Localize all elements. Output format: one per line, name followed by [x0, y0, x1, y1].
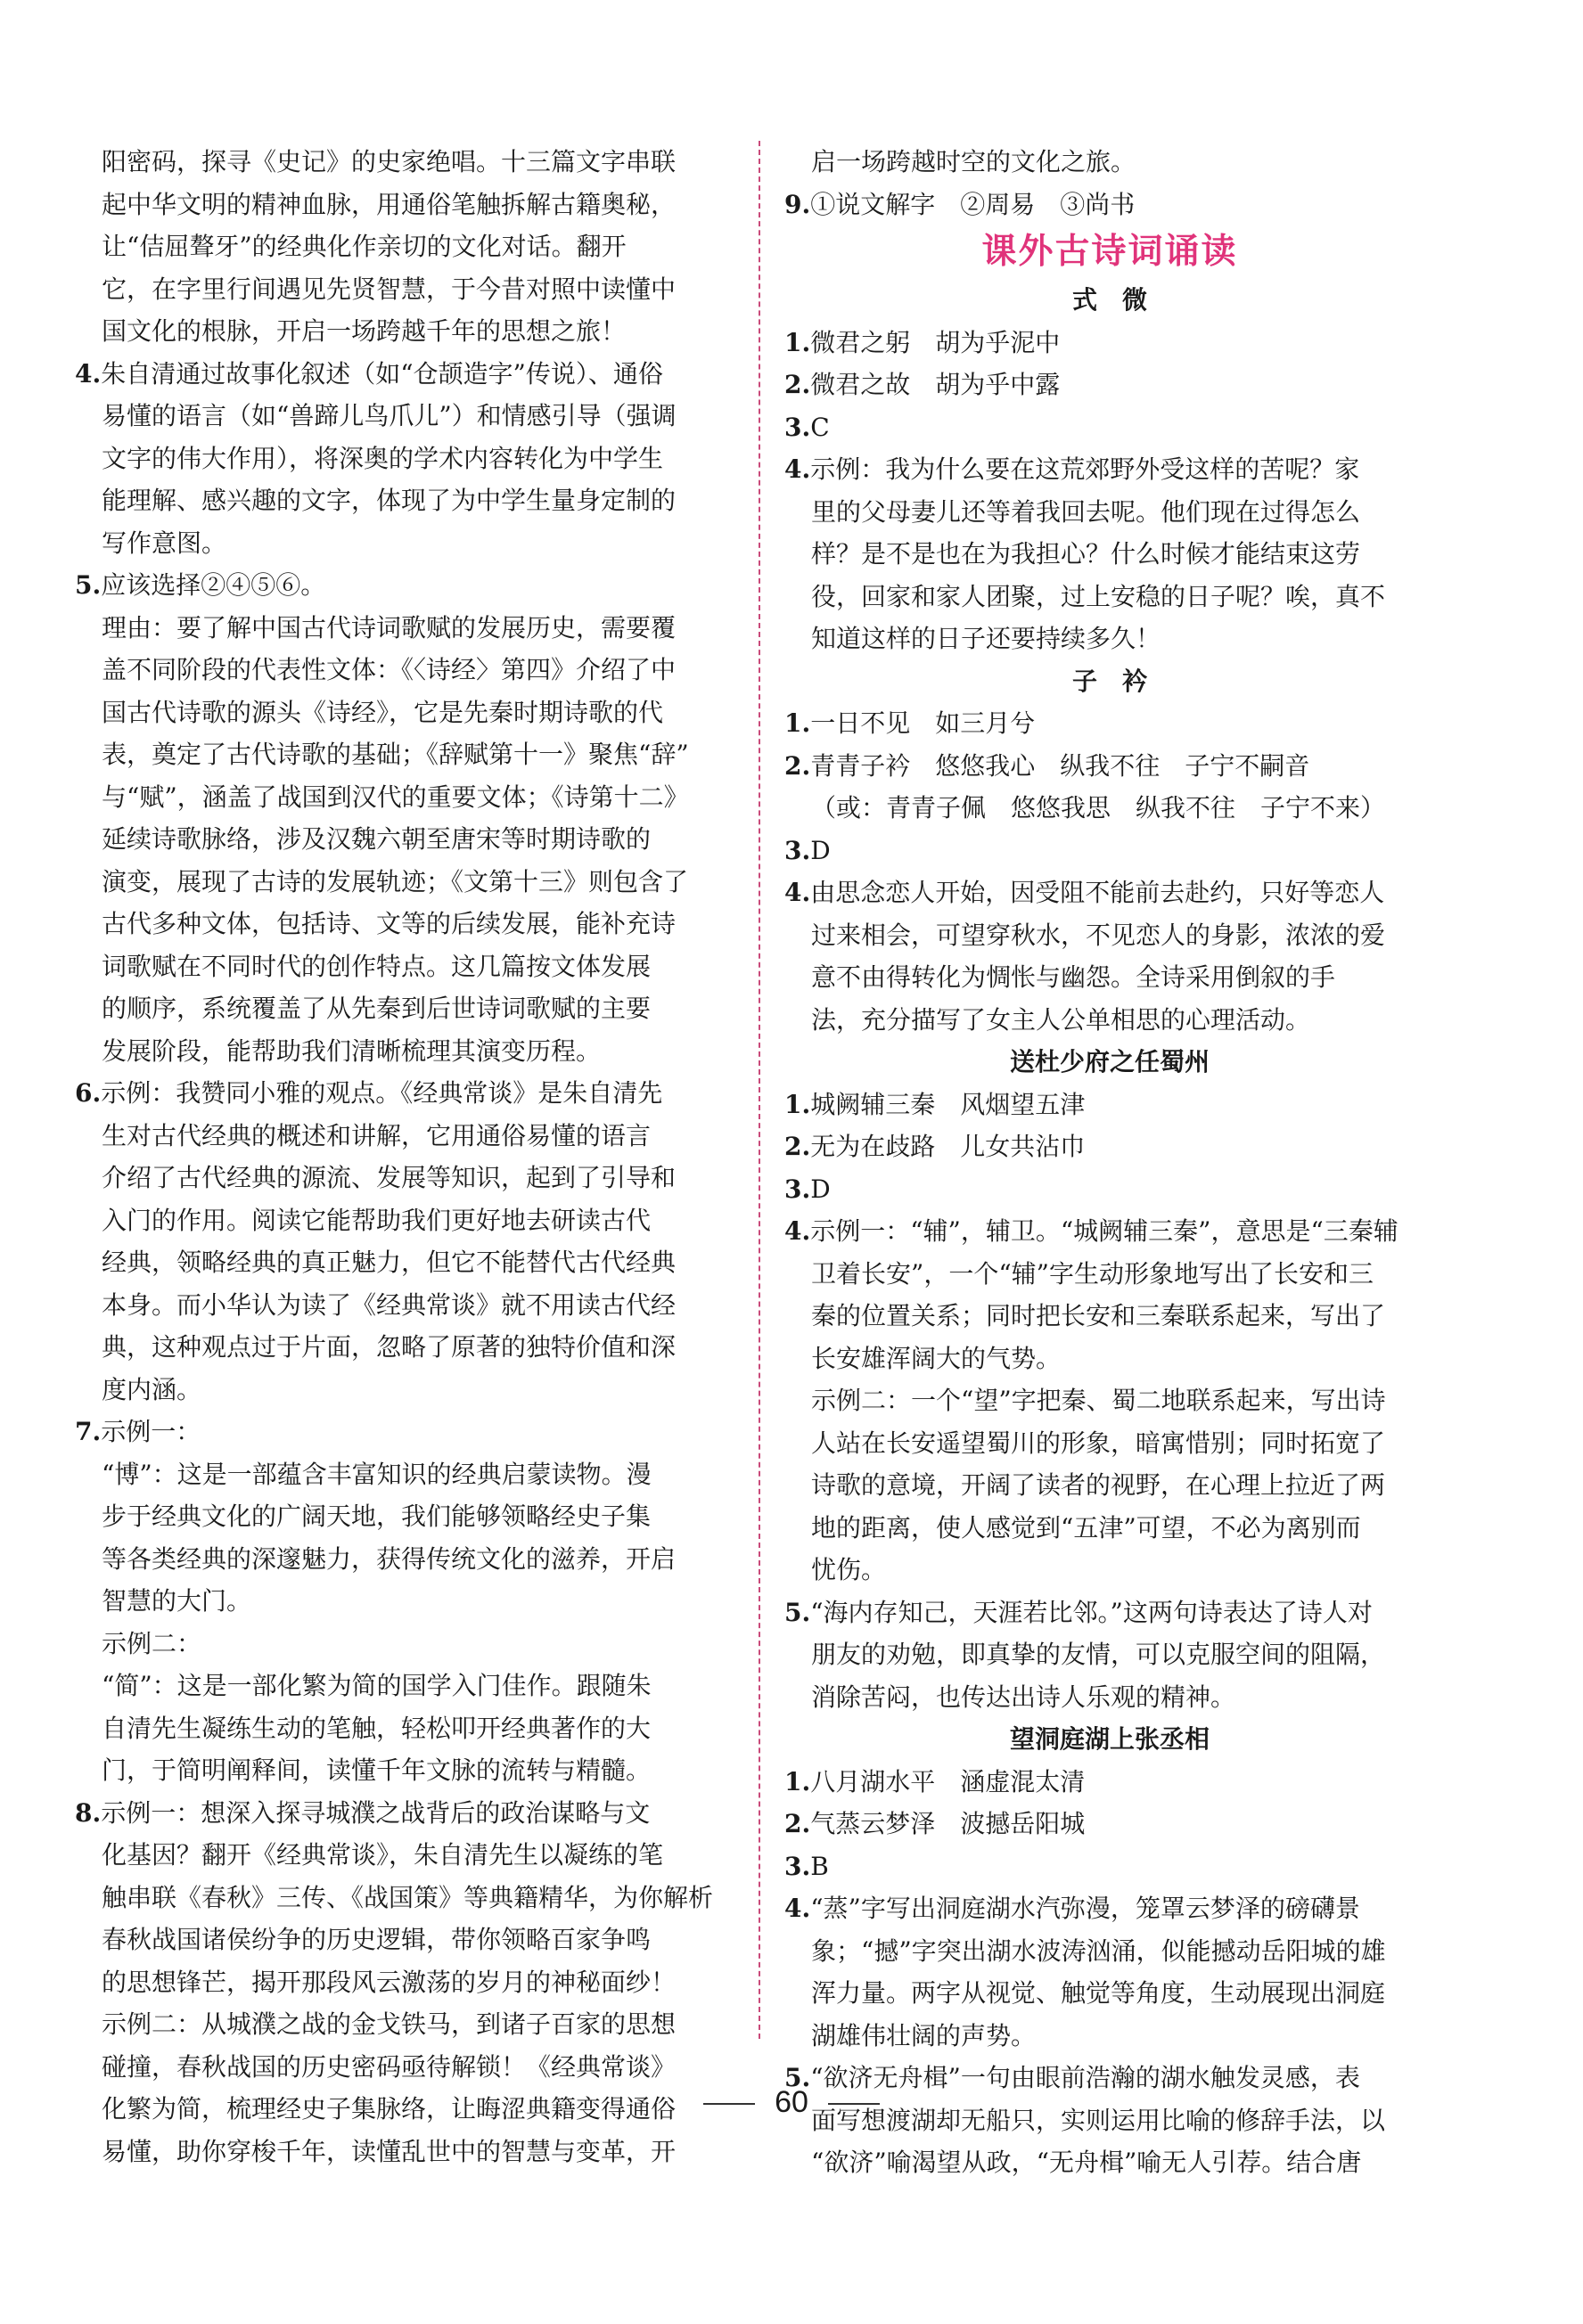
line-text: 示例二：从城濮之战的金戈铁马，到诸子百家的思想 [102, 2009, 677, 2039]
answer-line [75, 1961, 734, 2004]
line-text: 地的距离，使人感觉到“五津”可望，不必为离别而 [811, 1512, 1361, 1543]
answer-line [75, 184, 734, 226]
line-text: 春秋战国诸侯纷争的历史逻辑，带你领略百家争鸣 [102, 1925, 652, 1954]
answer-line [784, 533, 1435, 576]
answer-line [784, 956, 1435, 999]
answer-item [784, 1592, 1435, 1634]
answer-line [75, 1369, 734, 1412]
answer-line [75, 1538, 734, 1581]
line-text: 它，在字里行间遇见先贤智慧，于今昔对照中读懂中 [102, 274, 677, 304]
line-text: 朋友的劝勉，即真挚的友情，可以克服空间的阻隔， [811, 1640, 1386, 1669]
item-number: 1. [784, 1766, 811, 1796]
answer-item [784, 1168, 1435, 1211]
answer-line [784, 1507, 1435, 1550]
item-number: 2. [784, 750, 811, 781]
answer-line [784, 1972, 1435, 2015]
answer-line [75, 2131, 734, 2173]
answer-line [75, 141, 734, 184]
answer-line [784, 1338, 1435, 1380]
line-text: 法，充分描写了女主人公单相思的心理活动。 [811, 1004, 1311, 1035]
line-text: 典，这种观点过于片面，忽略了原著的独特价值和深 [102, 1332, 677, 1362]
answer-item [784, 830, 1435, 872]
line-text: 八月湖水平 涵虚混太清 [810, 1766, 1086, 1796]
answer-item [784, 1887, 1435, 1930]
item-number: 3. [784, 412, 811, 442]
answer-line [75, 945, 734, 988]
item-number: 2. [784, 1809, 811, 1838]
line-text: 起中华文明的精神血脉，用通俗笔触拆解古籍奥秘， [102, 189, 677, 219]
line-text: 示例：我为什么要在这荒郊野外受这样的苦呢？家 [810, 454, 1360, 484]
answer-line [75, 1749, 734, 1792]
section-title: 课外古诗词诵读 [981, 232, 1238, 272]
line-text: 词歌赋在不同时代的创作特点。这几篇按文体发展 [102, 951, 652, 981]
line-text: 示例一：“辅”，辅卫。“城阙辅三秦”，意思是“三秦辅 [810, 1216, 1398, 1246]
item-number: 3. [784, 835, 811, 865]
item-number: 4. [784, 878, 811, 907]
answer-item [784, 364, 1435, 406]
answer-line [75, 1707, 734, 1750]
line-text: 让“佶屈聱牙”的经典化作亲切的文化对话。翻开 [102, 232, 627, 261]
answer-item [784, 1210, 1435, 1253]
line-text: 国文化的根脉，开启一场跨越千年的思想之旅！ [102, 316, 627, 346]
line-text: 应该选择②④⑤⑥。 [101, 570, 326, 600]
answer-line [75, 1580, 734, 1623]
answer-line [784, 2141, 1435, 2184]
line-text: 表，奠定了古代诗歌的基础；《辞赋第十一》聚焦“辞” [102, 740, 689, 769]
answer-line [784, 1549, 1435, 1592]
item-number: 7. [75, 1417, 102, 1446]
item-number: 2. [784, 370, 811, 399]
answer-line [75, 1453, 734, 1496]
line-text: 湖雄伟壮阔的声势。 [811, 2020, 1037, 2050]
answer-line [75, 776, 734, 819]
item-number: 9. [784, 189, 811, 219]
line-text: 青青子衿 悠悠我心 纵我不往 子宁不嗣音 [810, 750, 1310, 781]
item-number: 5. [784, 1597, 811, 1627]
answer-line [75, 818, 734, 861]
answer-line [75, 1495, 734, 1538]
answer-line [784, 141, 1435, 184]
answer-line [75, 987, 734, 1030]
answer-line [784, 999, 1435, 1042]
line-text: 发展阶段，能帮助我们清晰梳理其演变历程。 [102, 1035, 602, 1066]
line-text: 本身。而小华认为读了《经典常谈》就不用读古代经 [102, 1289, 677, 1320]
line-text: 智慧的大门。 [102, 1586, 252, 1616]
poem-title: 式 微 [1071, 285, 1147, 315]
line-text: 一日不见 如三月兮 [810, 708, 1036, 738]
line-text: “蒸”字写出洞庭湖水汽弥漫，笼罩云梦泽的磅礴景 [810, 1894, 1360, 1923]
line-text: 易懂的语言（如“兽蹄儿鸟爪儿”）和情感引导（强调 [102, 401, 677, 430]
item-number: 4. [784, 1894, 811, 1923]
line-text: 消除苦闷，也传达出诗人乐观的精神。 [811, 1682, 1236, 1712]
line-text: 城阙辅三秦 风烟望五津 [810, 1089, 1086, 1119]
answer-item [75, 1792, 734, 1835]
line-text: “欲济”喻渴望从政，“无舟楫”喻无人引荐。结合唐 [811, 2148, 1362, 2177]
answer-item [784, 406, 1435, 449]
answer-line [75, 607, 734, 650]
answer-item [784, 702, 1435, 745]
answer-line [784, 1379, 1435, 1422]
answer-line [784, 491, 1435, 534]
line-text: 易懂，助你穿梭千年，读懂乱世中的智慧与变革，开 [102, 2136, 677, 2166]
line-text: 浑力量。两字从视觉、触觉等角度，生动展现出洞庭 [811, 1978, 1386, 2008]
line-text: 文字的伟大作用），将深奥的学术内容转化为中学生 [102, 443, 664, 473]
line-text: 役，回家和家人团聚，过上安稳的日子呢？唉，真不 [811, 581, 1386, 611]
item-number: 1. [784, 1089, 811, 1119]
line-text: 门，于简明阐释间，读懂千年文脉的流转与精髓。 [102, 1755, 652, 1785]
item-number: 4. [75, 358, 102, 389]
page-number-value: 60 [775, 2085, 808, 2119]
line-text: 由思念恋人开始，因受阻不能前去赴约，只好等恋人 [810, 878, 1385, 907]
line-text: 理由：要了解中国古代诗词歌赋的发展历史，需要覆 [102, 612, 677, 642]
answer-line [784, 1422, 1435, 1465]
answer-line [75, 1157, 734, 1199]
line-text: “博”：这是一部蕴含丰富知识的经典启蒙读物。漫 [102, 1459, 652, 1489]
line-text: 过来相会，可望穿秋水，不见恋人的身影，浓浓的爱 [811, 920, 1386, 950]
answer-line [784, 576, 1435, 618]
item-number: 1. [784, 708, 811, 738]
line-text: 与“赋”，涵盖了战国到汉代的重要文体；《诗第十二》 [102, 781, 689, 812]
page-number-dash-right [828, 2103, 880, 2105]
line-text: 能理解、感兴趣的文字，体现了为中学生量身定制的 [102, 486, 677, 515]
line-text: 等各类经典的深邃魅力，获得传统文化的滋养，开启 [102, 1543, 677, 1574]
column-divider [759, 141, 760, 2039]
line-text: “简”：这是一部化繁为简的国学入门佳作。跟随朱 [102, 1671, 652, 1700]
answer-item [784, 184, 1435, 226]
answer-line [75, 1877, 734, 1919]
answer-line [75, 1284, 734, 1327]
line-text: 写作意图。 [102, 528, 227, 558]
line-text: 面写想渡湖却无船只，实则运用比喻的修辞手法，以 [811, 2105, 1386, 2135]
answer-line [75, 1199, 734, 1242]
line-text: 样？是不是也在为我担心？什么时候才能结束这劳 [811, 539, 1361, 569]
line-text: 秦的位置关系；同时把长安和三秦联系起来，写出了 [811, 1301, 1386, 1330]
answer-item [784, 448, 1435, 491]
answer-item [784, 745, 1435, 788]
line-text: 延续诗歌脉络，涉及汉魏六朝至唐宋等时期诗歌的 [102, 824, 652, 854]
answer-line [784, 2015, 1435, 2058]
line-text: 国古代诗歌的源头《诗经》，它是先秦时期诗歌的代 [102, 697, 664, 727]
item-number: 3. [784, 1851, 811, 1881]
line-text: 卫着长安”，一个“辅”字生动形象地写出了长安和三 [811, 1258, 1374, 1289]
answer-line [75, 268, 734, 311]
poem-title: 送杜少府之任蜀州 [1009, 1047, 1210, 1076]
answer-line [75, 1241, 734, 1284]
answer-item [784, 1803, 1435, 1845]
line-text: 度内涵。 [102, 1374, 202, 1404]
answer-item [784, 872, 1435, 914]
answer-line [75, 1623, 734, 1665]
page-number-dash-left [703, 2103, 755, 2105]
line-text: 示例：我赞同小雅的观点。《经典常谈》是朱自清先 [101, 1078, 663, 1108]
line-text: 演变，展现了古诗的发展轨迹；《文第十三》则包含了 [102, 866, 689, 896]
answer-line [75, 2003, 734, 2046]
answer-item [784, 322, 1435, 364]
line-text: 意不由得转化为惆怅与幽怨。全诗采用倒叙的手 [811, 962, 1336, 992]
line-text: 无为在歧路 儿女共沾巾 [810, 1132, 1086, 1161]
line-text: 阳密码，探寻《史记》的史家绝唱。十三篇文字串联 [102, 147, 677, 176]
answer-item [75, 1072, 734, 1115]
line-text: 微君之躬 胡为乎泥中 [810, 327, 1061, 357]
line-text: 碰撞，春秋战国的历史密码亟待解锁！《经典常谈》 [102, 2051, 677, 2082]
answer-line [75, 1834, 734, 1877]
answer-line [75, 1115, 734, 1158]
line-text: 示例一：想深入探寻城濮之战背后的政治谋略与文 [101, 1797, 651, 1828]
item-number: 4. [784, 1216, 811, 1246]
answer-line [75, 479, 734, 522]
answer-item [75, 1411, 734, 1453]
item-number: 6. [75, 1078, 102, 1108]
item-number: 1. [784, 327, 811, 357]
line-text: 入门的作用。阅读它能帮助我们更好地去研读古代 [102, 1205, 652, 1235]
answer-line [784, 1676, 1435, 1719]
poem-title: 望洞庭湖上张丞相 [1009, 1724, 1210, 1754]
line-text: 触串联《春秋》三传、《战国策》等典籍精华，为你解析 [102, 1882, 714, 1912]
line-text: 忧伤。 [811, 1555, 887, 1584]
answer-line [784, 1464, 1435, 1507]
line-text: 介绍了古代经典的源流、发展等知识，起到了引导和 [102, 1163, 677, 1192]
line-text: 示例一： [101, 1417, 201, 1446]
item-number: 5. [784, 2063, 811, 2092]
answer-line [784, 1930, 1435, 1973]
answer-line [784, 618, 1435, 660]
poem-title: 子 衿 [1071, 666, 1147, 696]
answer-line [75, 522, 734, 565]
answer-line [75, 903, 734, 945]
answer-line [75, 2046, 734, 2089]
answer-line [75, 733, 734, 776]
item-number: 2. [784, 1132, 811, 1161]
answer-line [75, 395, 734, 438]
answer-line [75, 691, 734, 734]
right-column [784, 141, 1435, 2184]
line-text: 化繁为简，梳理经史子集脉络，让晦涩典籍变得通俗 [102, 2094, 677, 2124]
line-text: 气蒸云梦泽 波撼岳阳城 [810, 1809, 1086, 1838]
answer-line [75, 1665, 734, 1707]
answer-line [75, 1919, 734, 1961]
line-text: D [810, 1174, 831, 1204]
item-number: 8. [75, 1797, 102, 1828]
line-text: 微君之故 胡为乎中露 [810, 370, 1061, 399]
answer-line [75, 225, 734, 268]
line-text: 朱自清通过故事化叙述（如“仓颉造字”传说）、通俗 [101, 358, 663, 389]
answer-item [784, 1761, 1435, 1804]
line-text: 示例二： [102, 1628, 202, 1658]
line-text: 盖不同阶段的代表性文体：《〈诗经〉第四》介绍了中 [102, 655, 677, 684]
line-text: 化基因？翻开《经典常谈》，朱自清先生以凝练的笔 [102, 1840, 664, 1870]
line-text: 步于经典文化的广阔天地，我们能够领略经史子集 [102, 1502, 652, 1531]
line-text: 的思想锋芒，揭开那段风云激荡的岁月的神秘面纱！ [102, 1967, 677, 1997]
answer-line [784, 1295, 1435, 1338]
answer-line [75, 861, 734, 904]
line-text: ①说文解字 ②周易 ③尚书 [810, 189, 1136, 219]
item-number: 3. [784, 1174, 811, 1204]
line-text: 里的父母妻儿还等着我回去呢。他们现在过得怎么 [811, 496, 1361, 527]
line-text: 象；“撼”字突出湖水波涛汹涌，似能撼动岳阳城的雄 [811, 1935, 1386, 1966]
item-number: 4. [784, 454, 811, 484]
answer-line [784, 1253, 1435, 1296]
line-text: 自清先生凝练生动的笔触，轻松叩开经典著作的大 [102, 1713, 652, 1743]
answer-line [75, 1030, 734, 1073]
answer-item [784, 1845, 1435, 1888]
answer-line [784, 787, 1435, 830]
answer-line [75, 649, 734, 691]
line-text: B [810, 1851, 829, 1881]
answer-line [75, 310, 734, 353]
line-text: 古代多种文体，包括诗、文等的后续发展，能补充诗 [102, 909, 677, 938]
line-text: 经典，领略经典的真正魅力，但它不能替代古代经典 [102, 1248, 677, 1277]
answer-line [784, 914, 1435, 957]
line-text: C [810, 412, 830, 442]
answer-item [784, 1084, 1435, 1126]
line-text: D [810, 835, 831, 865]
line-text: 示例二：一个“望”字把秦、蜀二地联系起来，写出诗 [811, 1386, 1386, 1415]
page-number [0, 2085, 1583, 2120]
item-number: 5. [75, 570, 102, 600]
line-text: 生对古代经典的概述和讲解，它用通俗易懂的语言 [102, 1120, 652, 1150]
answer-item [75, 353, 734, 396]
left-column [75, 141, 734, 2173]
line-text: 的顺序，系统覆盖了从先秦到后世诗词歌赋的主要 [102, 994, 652, 1023]
line-text: 诗歌的意境，开阔了读者的视野，在心理上拉近了两 [811, 1470, 1386, 1500]
answer-item [75, 564, 734, 607]
answer-line [75, 1326, 734, 1369]
line-text: 启一场跨越时空的文化之旅。 [811, 147, 1136, 176]
line-text: 长安雄浑阔大的气势。 [811, 1343, 1062, 1373]
line-text: “欲济无舟楫”一句由眼前浩瀚的湖水触发灵感，表 [810, 2063, 1360, 2092]
line-text: 人站在长安遥望蜀川的形象，暗寓惜别；同时拓宽了 [811, 1428, 1386, 1458]
answer-item [784, 1125, 1435, 1168]
line-text: （或：青青子佩 悠悠我思 纵我不往 子宁不来） [811, 793, 1386, 822]
answer-line [784, 1633, 1435, 1676]
line-text: 知道这样的日子还要持续多久！ [811, 624, 1161, 653]
line-text: “海内存知己，天涯若比邻。”这两句诗表达了诗人对 [810, 1597, 1373, 1627]
answer-line [75, 438, 734, 480]
